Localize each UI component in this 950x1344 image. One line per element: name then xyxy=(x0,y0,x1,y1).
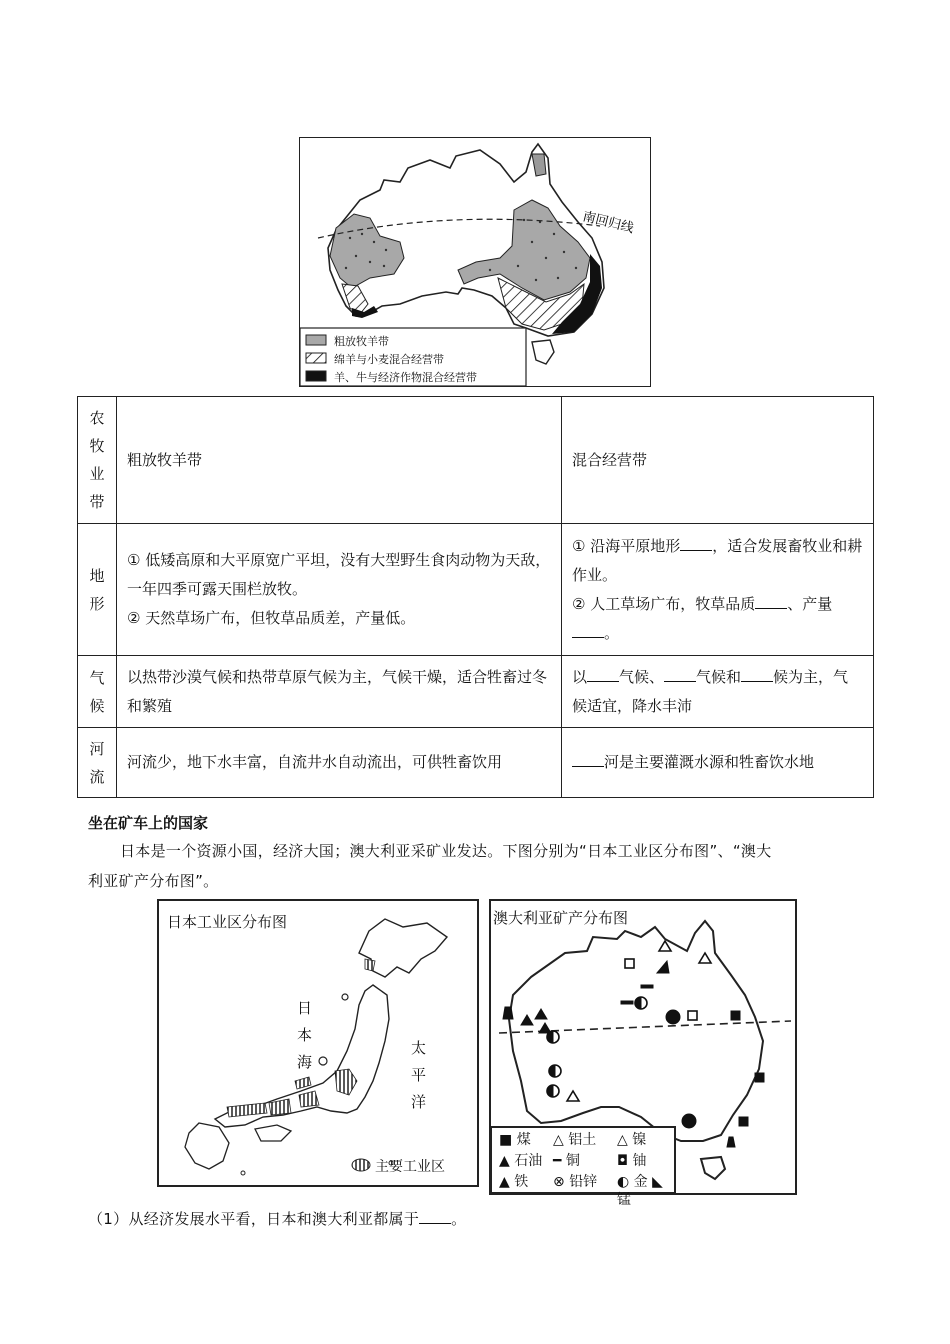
row-label-char: 流 xyxy=(89,767,105,786)
text-part: 、产量 xyxy=(787,594,833,613)
legend-symbol-icon: ◘ xyxy=(617,1153,629,1169)
australia-minerals-map xyxy=(489,899,797,1208)
climate-mixed-cell xyxy=(562,656,874,728)
legend-item xyxy=(553,1173,617,1209)
header-extensive-sheep: 粗放牧羊带 xyxy=(117,397,562,524)
shikoku xyxy=(255,1125,291,1141)
legend-wheat-sheep: 绵羊与小麦混合经营带 xyxy=(334,353,444,366)
legend-label: 铝土 xyxy=(568,1132,597,1148)
climate-extensive-cell: 以热带沙漠气候和热带草原气候为主，气候干燥，适合牲畜过冬和繁殖 xyxy=(117,656,562,728)
aus-legend xyxy=(499,1131,673,1209)
answer-blank[interactable] xyxy=(419,1207,451,1224)
legend-item xyxy=(617,1131,673,1149)
legend-item xyxy=(617,1173,673,1209)
paragraph-line1: 日本是一个资源小国，经济大国；澳大利亚采矿业发达。下图分别为“日本工业区分布图”、“澳大 xyxy=(120,842,772,860)
row-label-climate xyxy=(78,656,117,728)
section-title: 坐在矿车上的国家 xyxy=(88,814,209,832)
rivers-mixed-cell xyxy=(562,728,874,798)
table-header-row xyxy=(78,397,874,524)
terrain-mixed-cell xyxy=(562,524,874,656)
japan-map-title: 日本工业区分布图 xyxy=(167,913,288,931)
legend-label: 锰 xyxy=(617,1192,631,1208)
text-part: 气候和 xyxy=(696,667,742,686)
row-label-char: 候 xyxy=(89,696,105,715)
legend-cattle-cash-crop: 羊、牛与经济作物混合经营带 xyxy=(334,371,477,384)
legend-label: 金 xyxy=(633,1174,648,1190)
japan-industry-map xyxy=(157,899,479,1187)
legend-label: 镍 xyxy=(632,1132,647,1148)
answer-blank[interactable] xyxy=(680,534,712,551)
terrain-extensive-line1: ① 低矮高原和大平原宽广平坦，没有大型野生食肉动物为天敌，一年四季可露天围栏放牧。 xyxy=(127,551,551,598)
header-char: 牧 xyxy=(89,437,105,455)
answer-blank[interactable] xyxy=(664,665,696,682)
rivers-extensive-cell: 河流少，地下水丰富，自流井水自动流出，可供牲畜饮用 xyxy=(117,728,562,798)
header-char: 业 xyxy=(89,465,105,483)
legend-symbol-icon: ◐ xyxy=(617,1174,630,1190)
legend-item xyxy=(553,1131,617,1149)
header-char: 农 xyxy=(89,409,105,427)
legend-label: 铅锌 xyxy=(569,1174,598,1190)
table-row-climate xyxy=(78,656,874,728)
legend-symbol-icon: ■ xyxy=(499,1132,513,1148)
header-mixed-farming: 混合经营带 xyxy=(562,397,874,524)
question-1 xyxy=(88,1204,466,1234)
paragraph-line2: 利亚矿产分布图”。 xyxy=(88,872,219,890)
question-text: 。 xyxy=(451,1210,467,1228)
legend-label: 铜 xyxy=(565,1153,580,1169)
sea-of-japan-label xyxy=(297,995,312,1076)
farm-belt-table xyxy=(77,396,874,798)
text-part: ② 人工草场广布，牧草品质 xyxy=(572,594,756,613)
legend-symbol-icon: △ xyxy=(617,1132,628,1148)
row-label-char: 气 xyxy=(89,668,105,687)
australia-agriculture-map xyxy=(299,137,651,387)
table-row-terrain xyxy=(78,524,874,656)
legend-symbol-icon: ▲ xyxy=(499,1153,510,1169)
legend-item xyxy=(553,1152,617,1170)
label-char: 平 xyxy=(411,1066,427,1084)
kyushu xyxy=(185,1123,229,1169)
row-label-char: 形 xyxy=(89,594,105,613)
legend-label: 石油 xyxy=(514,1153,543,1169)
answer-blank[interactable] xyxy=(587,665,619,682)
legend-label: 铁 xyxy=(514,1174,529,1190)
japan-map-graphic xyxy=(159,901,477,1185)
terrain-extensive-cell xyxy=(117,524,562,656)
text-part: ，适合发展畜牧业和耕作业。 xyxy=(572,536,863,584)
answer-blank[interactable] xyxy=(741,665,773,682)
aus-tasmania xyxy=(701,1157,725,1179)
text-part: ① 沿海平原地形 xyxy=(572,536,681,555)
label-char: 洋 xyxy=(411,1093,427,1111)
label-char: 太 xyxy=(411,1039,427,1057)
answer-blank[interactable] xyxy=(572,750,604,767)
row-label-rivers xyxy=(78,728,117,798)
row-label-char: 地 xyxy=(89,566,105,585)
text-part: 河是主要灌溉水源和牲畜饮水地 xyxy=(604,753,815,771)
row-label-terrain xyxy=(78,524,117,656)
legend-symbol-icon: △ xyxy=(553,1132,564,1148)
legend-item xyxy=(617,1152,673,1170)
table-row-rivers xyxy=(78,728,874,798)
legend-item xyxy=(499,1173,553,1209)
answer-blank[interactable] xyxy=(572,621,604,638)
legend-label: 煤 xyxy=(516,1132,531,1148)
tasmania xyxy=(532,340,554,364)
industrial-zone-hokuriku xyxy=(295,1077,311,1089)
legend-symbol-icon: ⊗ xyxy=(553,1174,565,1190)
label-char: 日 xyxy=(297,999,313,1017)
legend-label: 铀 xyxy=(632,1153,647,1169)
answer-blank[interactable] xyxy=(755,592,787,609)
text-part: 候为主，气候适宜，降水丰沛 xyxy=(572,667,849,715)
row-label-char: 河 xyxy=(89,739,105,758)
legend-symbol-icon: ▲ xyxy=(499,1174,510,1190)
legend-symbol-icon: ━ xyxy=(553,1153,562,1169)
aus-map-title: 澳大利亚矿产分布图 xyxy=(493,909,629,927)
terrain-extensive-line2: ② 天然草场广布，但牧草品质差，产量低。 xyxy=(127,609,416,627)
legend-symbol-icon: ◣ xyxy=(652,1174,663,1190)
text-part: 。 xyxy=(604,623,620,642)
legend-item xyxy=(499,1131,553,1149)
industrial-zone-hokkaido xyxy=(365,959,375,971)
text-part: 以 xyxy=(572,667,588,686)
header-char: 带 xyxy=(89,493,105,511)
legend-extensive-sheep: 粗放牧羊带 xyxy=(334,335,389,348)
legend-item xyxy=(499,1152,553,1170)
label-char: 海 xyxy=(297,1053,313,1071)
text-part: 气候、 xyxy=(619,667,665,686)
question-text: （1）从经济发展水平看，日本和澳大利亚都属于 xyxy=(88,1210,420,1228)
japan-legend-industrial: 主要工业区 xyxy=(375,1159,445,1175)
header-belt-cell xyxy=(78,397,117,524)
tropic-label: 南回归线 xyxy=(581,209,636,237)
pacific-ocean-label xyxy=(411,1035,426,1116)
label-char: 本 xyxy=(297,1026,313,1044)
